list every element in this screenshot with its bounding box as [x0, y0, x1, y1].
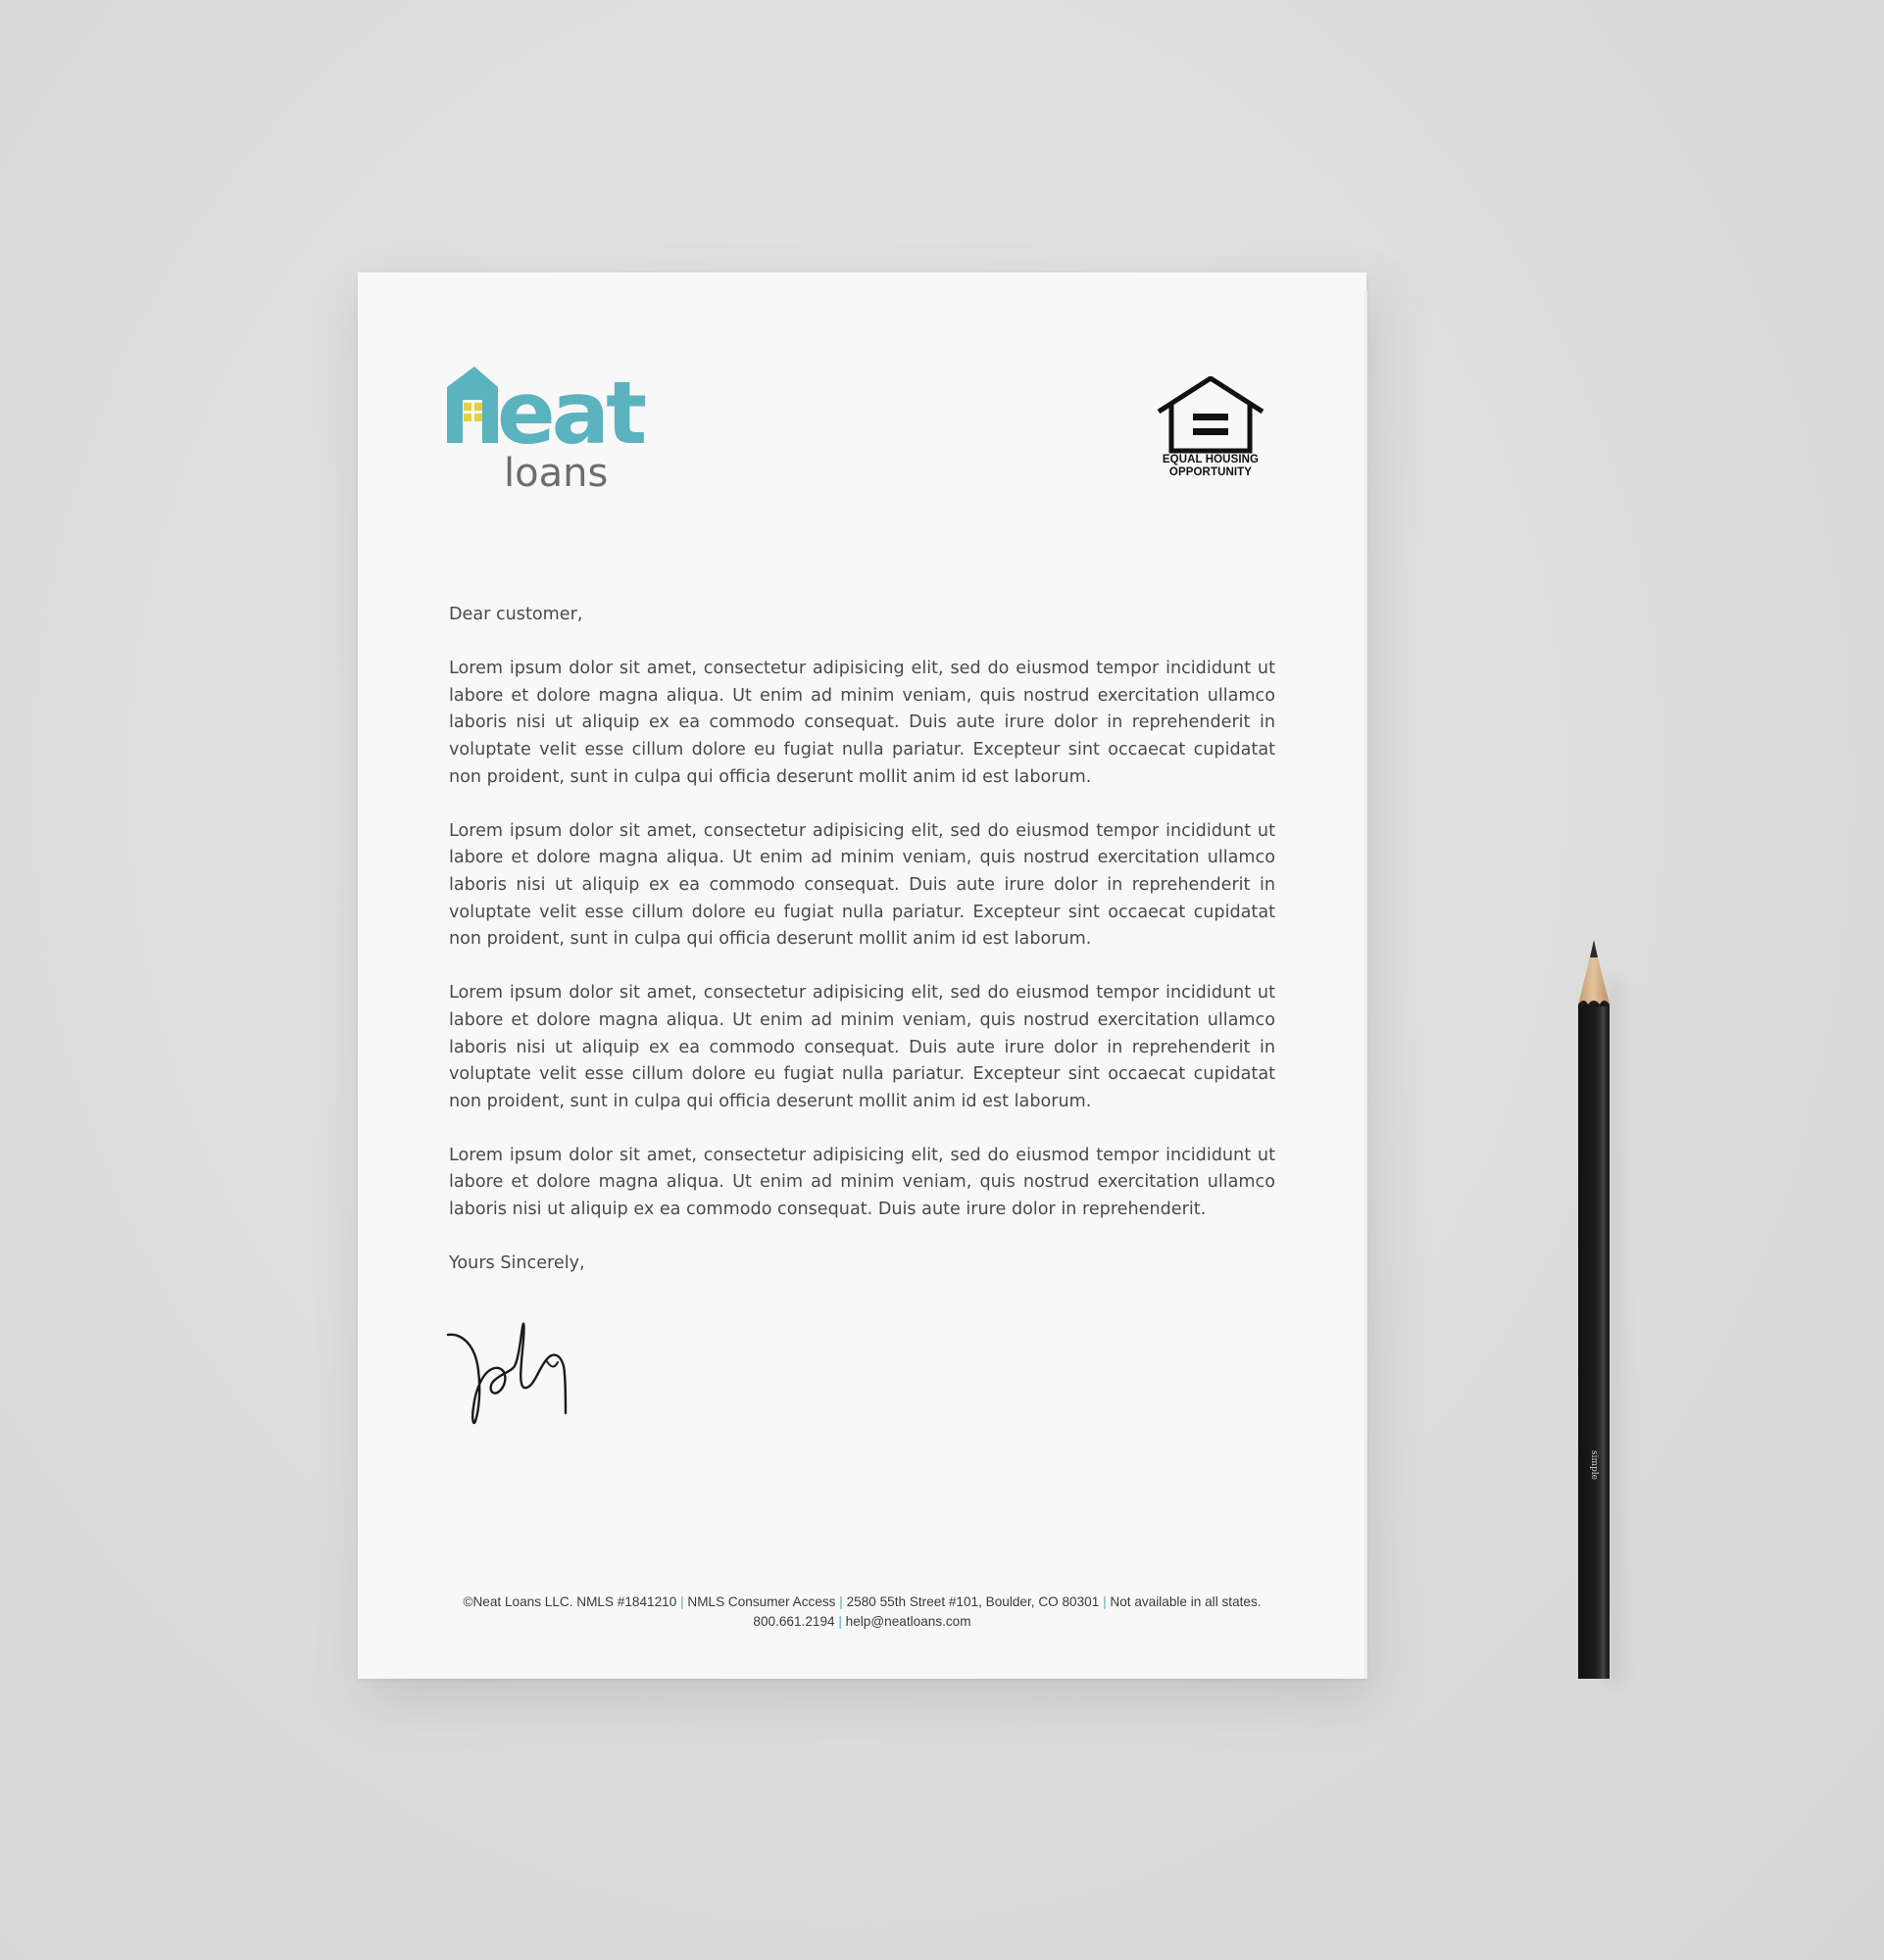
salutation: Dear customer,: [449, 605, 583, 624]
paper-edge: [1364, 290, 1367, 1679]
window-pane: [464, 403, 471, 411]
letter-body: [449, 602, 1275, 1304]
letterhead-paper: [358, 272, 1366, 1679]
equal-housing-icon: [1157, 376, 1264, 455]
neat-loans-logo: [447, 367, 682, 494]
pencil-brand: simple: [1589, 1450, 1599, 1480]
footer-separator: |: [838, 1613, 842, 1629]
body-paragraph: Lorem ipsum dolor sit amet, consectetur adipisicing elit, sed do eiusmod tempor incididunt ut labore et dolore magna aliqua. Ut enim ad minim veniam, quis nostrud exercitation ullamco laboris nisi ut aliquip ex ea commodo consequat. Duis aute irure dolor in reprehenderit in voluptate velit esse cillum dolore eu fugiat nulla pariatur. Excepteur sint occaecat cupidatat non proident, sunt in culpa qui officia deserunt mollit anim id est laborum.: [449, 983, 1275, 1111]
body-paragraph: Lorem ipsum dolor sit amet, consectetur adipisicing elit, sed do eiusmod tempor incididunt ut labore et dolore magna aliqua. Ut enim ad minim veniam, quis nostrud exercitation ullamco laboris nisi ut aliquip ex ea commodo consequat. Duis aute irure dolor in reprehenderit in voluptate velit esse cillum dolore eu fugiat nulla pariatur. Excepteur sint occaecat cupidatat non proident, sunt in culpa qui officia deserunt mollit anim id est laborum.: [449, 659, 1275, 787]
footer-copyright: ©Neat Loans LLC. NMLS #1841210: [463, 1594, 677, 1609]
handwritten-signature: [444, 1311, 581, 1439]
equal-housing-label: [1157, 454, 1264, 479]
pencil: [1574, 936, 1613, 1681]
letterhead-footer: [358, 1592, 1366, 1631]
footer-line-2: [358, 1612, 1366, 1632]
window-pane: [474, 403, 482, 411]
equal-housing-badge: [1157, 376, 1294, 484]
closing: Yours Sincerely,: [449, 1253, 585, 1274]
logo-wordmark-loans: loans: [504, 451, 609, 494]
footer-address: 2580 55th Street #101, Boulder, CO 80301: [846, 1594, 1100, 1609]
window-pane: [464, 414, 471, 421]
footer-email: help@neatloans.com: [845, 1613, 971, 1629]
body-paragraph: Lorem ipsum dolor sit amet, consectetur adipisicing elit, sed do eiusmod tempor incididunt ut labore et dolore magna aliqua. Ut enim ad minim veniam, quis nostrud exercitation ullamco laboris nisi ut aliquip ex ea commodo consequat. Duis aute irure dolor in reprehenderit.: [449, 1145, 1275, 1220]
footer-separator: |: [1103, 1594, 1107, 1609]
footer-separator: |: [680, 1594, 684, 1609]
pencil-icon: [1574, 936, 1613, 1681]
body-paragraph: Lorem ipsum dolor sit amet, consectetur adipisicing elit, sed do eiusmod tempor incididunt ut labore et dolore magna aliqua. Ut enim ad minim veniam, quis nostrud exercitation ullamco laboris nisi ut aliquip ex ea commodo consequat. Duis aute irure dolor in reprehenderit in voluptate velit esse cillum dolore eu fugiat nulla pariatur. Excepteur sint occaecat cupidatat non proident, sunt in culpa qui officia deserunt mollit anim id est laborum.: [449, 820, 1275, 950]
footer-phone: 800.661.2194: [753, 1613, 835, 1629]
footer-availability: Not available in all states.: [1110, 1594, 1262, 1609]
house-n-shape: [447, 367, 498, 443]
equal-housing-line-1: EQUAL HOUSING: [1162, 454, 1260, 466]
footer-separator: |: [839, 1594, 843, 1609]
neat-loans-logo-icon: [447, 367, 682, 494]
signature-icon: [444, 1311, 581, 1439]
footer-nmls-access: NMLS Consumer Access: [687, 1594, 836, 1609]
equal-housing-line-2: OPPORTUNITY: [1168, 466, 1253, 478]
footer-line-1: [358, 1592, 1366, 1612]
window-pane: [474, 414, 482, 421]
logo-wordmark-eat: eat: [497, 367, 644, 464]
